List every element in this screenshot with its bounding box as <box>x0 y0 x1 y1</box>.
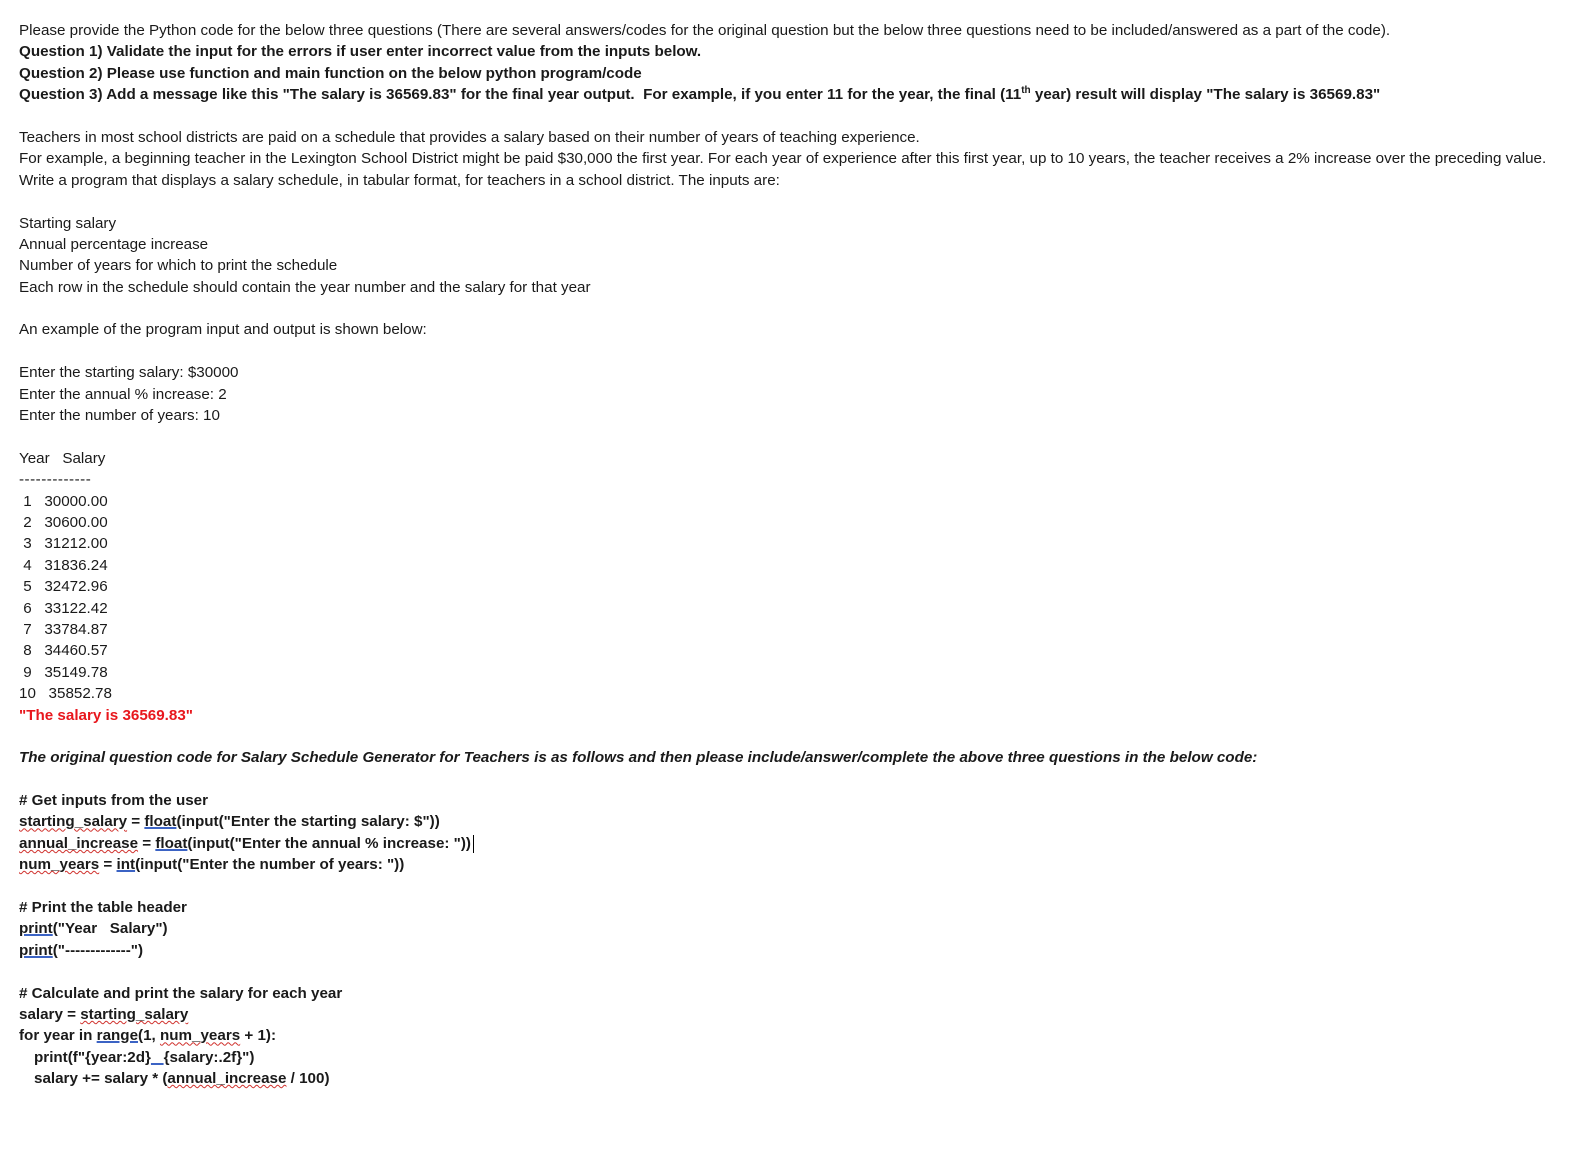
code-token: (input("Enter the number of years: ")) <box>135 856 405 874</box>
code-token: ("Year Salary") <box>52 920 168 938</box>
final-salary-message: "The salary is 36569.83" <box>19 706 193 724</box>
table-row: 3 31212.00 <box>19 535 108 553</box>
code-token: range <box>96 1027 139 1045</box>
table-divider: ------------- <box>19 471 92 489</box>
table-header: Year Salary <box>19 449 106 467</box>
code-token: num_years <box>159 1027 241 1045</box>
code-line-num-years <box>19 854 1569 875</box>
example-heading: An example of the program input and output is shown below: <box>19 321 427 339</box>
code-token: int <box>116 856 136 874</box>
intro-request: Please provide the Python code for the below three questions (There are several answers/codes for the original question but the below three questions need to be included/answered as a part of the code). <box>19 22 1391 39</box>
code-line-salary-update <box>19 1068 1569 1089</box>
code-token: + 1): <box>240 1027 277 1045</box>
document-page <box>19 20 1569 1090</box>
code-token <box>151 1049 164 1066</box>
problem-paragraph-2: For example, a beginning teacher in the Lexington School District might be paid $30,000 the first year. For each year of experience after this first year, up to 10 years, the teacher receives a 2% increase over the preceding value. <box>19 150 1547 168</box>
code-token: annual_increase <box>19 834 139 852</box>
code-line-starting-salary <box>19 811 1569 832</box>
table-row: 6 33122.42 <box>19 599 108 617</box>
code-token: (input("Enter the starting salary: $")) <box>176 813 440 831</box>
code-token: (input("Enter the annual % increase: ")) <box>187 834 471 852</box>
table-row: 9 35149.78 <box>19 663 108 681</box>
table-row: 2 30600.00 <box>19 513 108 531</box>
question-1: Question 1) Validate the input for the errors if user enter incorrect value from the inputs below. <box>19 43 702 61</box>
problem-paragraph-1: Teachers in most school districts are paid on a schedule that provides a salary based on their number of years of teaching experience. <box>19 128 920 146</box>
code-token: print <box>19 920 53 938</box>
code-line-print-header <box>19 918 1569 939</box>
question-3 <box>19 84 1569 105</box>
table-row: 1 30000.00 <box>19 492 108 510</box>
code-comment-inputs: # Get inputs from the user <box>19 792 209 810</box>
code-block <box>19 790 1569 1089</box>
question-2: Question 2) Please use function and main function on the below python program/code <box>19 64 642 82</box>
code-token: salary += salary * ( <box>34 1070 168 1088</box>
code-comment-header: # Print the table header <box>19 899 187 917</box>
table-row: 5 32472.96 <box>19 578 108 596</box>
code-token: salary = <box>19 1005 81 1023</box>
question-3-text-a: Question 3) Add a message like this "The salary is 36569.83" for the final year output. For example, if you enter 11 for the year, the final (11 <box>19 86 1022 104</box>
code-intro: The original question code for Salary Schedule Generator for Teachers is as follows and then please include/answer/complete the above three questions in the below code: <box>19 749 1258 767</box>
code-token: ("-------------") <box>52 941 144 959</box>
code-token: for year in <box>19 1027 97 1045</box>
code-line-print-divider <box>19 940 1569 961</box>
code-token: starting_salary <box>80 1005 189 1023</box>
example-input-annual-increase: Enter the annual % increase: 2 <box>19 385 227 403</box>
code-token: num_years <box>19 856 100 874</box>
code-token: = <box>127 813 145 831</box>
code-comment-calculate: # Calculate and print the salary for each year <box>19 984 343 1002</box>
code-token: annual_increase <box>167 1070 287 1088</box>
table-row: 4 31836.24 <box>19 556 108 574</box>
input-item-annual-increase: Annual percentage increase <box>19 235 209 253</box>
question-3-text-b: year) result will display "The salary is 36569.83" <box>1030 86 1381 104</box>
code-token: starting_salary <box>19 813 128 831</box>
code-line-salary-init <box>19 1004 1569 1025</box>
input-item-number-of-years: Number of years for which to print the schedule <box>19 257 338 275</box>
input-item-starting-salary: Starting salary <box>19 214 117 232</box>
code-token: {salary:.2f}") <box>163 1048 255 1066</box>
code-token: print(f"{year:2d} <box>34 1048 151 1066</box>
example-input-starting-salary: Enter the starting salary: $30000 <box>19 364 239 382</box>
code-token: (1, <box>138 1027 160 1045</box>
code-token: = <box>99 856 117 874</box>
table-row: 8 34460.57 <box>19 642 108 660</box>
code-token: / 100) <box>286 1070 330 1088</box>
question-3-superscript: th <box>1021 85 1031 97</box>
input-item-row-description: Each row in the schedule should contain the year number and the salary for that year <box>19 278 591 296</box>
code-line-annual-increase <box>19 833 1569 854</box>
code-line-print-row <box>19 1047 1569 1068</box>
example-input-number-of-years: Enter the number of years: 10 <box>19 407 220 425</box>
problem-paragraph-3: Write a program that displays a salary schedule, in tabular format, for teachers in a school district. The inputs are: <box>19 171 780 189</box>
code-token: float <box>155 834 188 852</box>
code-token: = <box>138 834 156 852</box>
code-line-for-loop <box>19 1025 1569 1046</box>
text-cursor <box>473 835 474 853</box>
table-row: 10 35852.78 <box>19 685 112 703</box>
table-row: 7 33784.87 <box>19 620 108 638</box>
code-token: print <box>19 941 53 959</box>
code-token: float <box>144 813 177 831</box>
